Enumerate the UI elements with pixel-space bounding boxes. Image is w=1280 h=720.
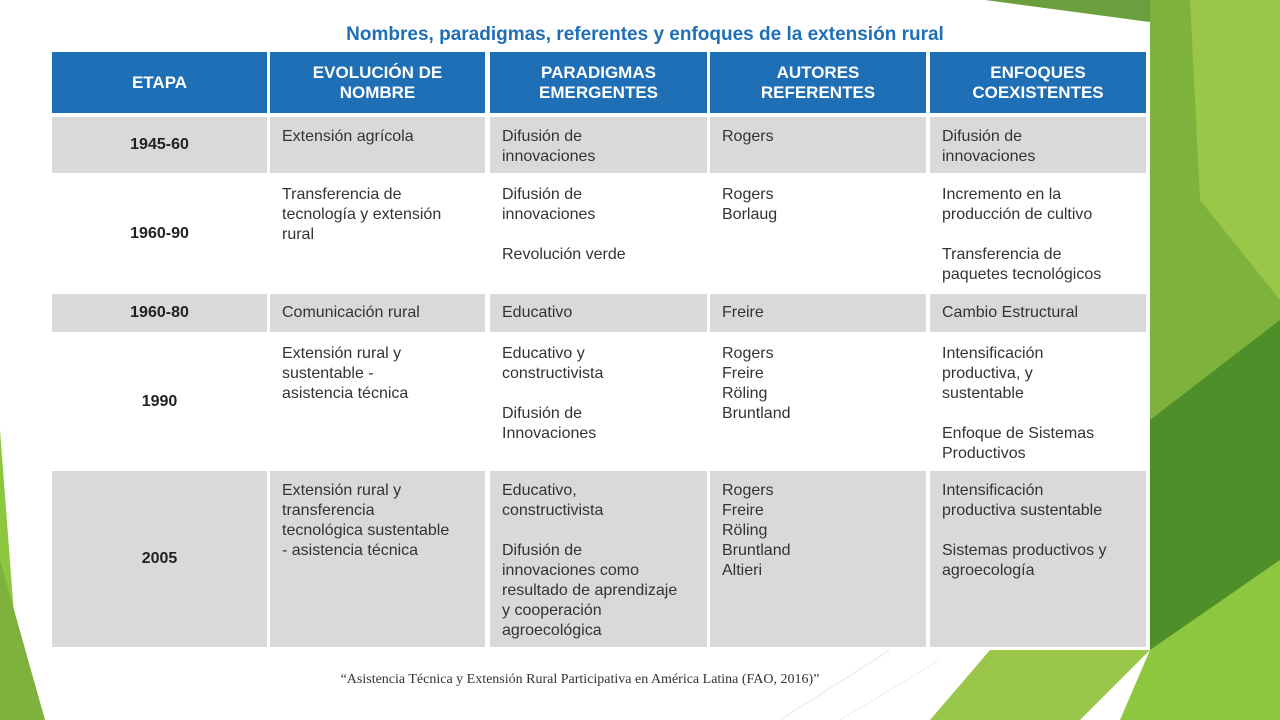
nombre-cell	[270, 117, 485, 173]
header-label	[972, 63, 1103, 103]
header-label	[761, 63, 875, 103]
autores-cell	[710, 334, 926, 469]
cell-line: producción de cultivo	[942, 206, 1093, 223]
source-caption: “Asistencia Técnica y Extensión Rural Participativa en América Latina (FAO, 2016)”	[340, 672, 820, 687]
header-cell	[490, 52, 707, 113]
cell-line: sustentable	[942, 385, 1024, 402]
autores-cell	[710, 471, 926, 647]
table-image	[47, 23, 1150, 650]
header-line: REFERENTES	[760, 82, 876, 102]
cell-line: Borlaug	[722, 206, 778, 223]
paradigmas-cell	[490, 294, 707, 332]
cell-line: Difusión de	[502, 186, 583, 203]
cell-line: Extensión rural y	[282, 482, 402, 499]
cell-line: Transferencia de	[282, 186, 402, 203]
cell-line: innovaciones	[942, 148, 1036, 165]
etapa-cell: 1960-90	[52, 175, 267, 292]
header-line: PARADIGMAS	[541, 62, 656, 82]
cell-line: Educativo,	[502, 482, 577, 499]
autores-cell	[710, 294, 926, 332]
cell-line: Transferencia de	[942, 246, 1062, 263]
header-line: COEXISTENTES	[972, 82, 1104, 102]
header-cell	[52, 52, 267, 113]
enfoques-cell	[930, 175, 1146, 292]
blank-line	[942, 404, 1134, 424]
cell-line: Rogers	[722, 186, 774, 203]
blank-line	[502, 521, 695, 541]
etapa-cell: 1960-80	[52, 294, 267, 332]
cell-line: Productivos	[942, 445, 1026, 462]
cell-line: constructivista	[502, 502, 604, 519]
header-cell	[710, 52, 926, 113]
cell-line: transferencia	[282, 502, 375, 519]
blank-line	[502, 384, 695, 404]
cell-line: Intensificación	[942, 482, 1044, 499]
blank-line	[942, 225, 1134, 245]
cell-line: agroecología	[942, 562, 1035, 579]
blank-line	[942, 521, 1134, 541]
cell-line: Rogers	[722, 128, 774, 145]
cell-line: Revolución verde	[502, 246, 626, 263]
header-line: EVOLUCIÓN DE	[312, 62, 443, 82]
cell-line: Difusión de	[502, 405, 583, 422]
cell-line: productiva sustentable	[942, 502, 1103, 519]
nombre-cell	[270, 334, 485, 469]
cell-line: resultado de aprendizaje	[502, 582, 678, 599]
header-line: NOMBRE	[339, 82, 416, 102]
etapa-cell: 1945-60	[52, 117, 267, 173]
cell-line: innovaciones como	[502, 562, 639, 579]
cell-line: Educativo y	[502, 345, 585, 362]
enfoques-cell	[930, 334, 1146, 469]
cell-line: y cooperación	[502, 602, 602, 619]
cell-line: paquetes tecnológicos	[942, 266, 1102, 283]
nombre-cell	[270, 471, 485, 647]
header-cell	[930, 52, 1146, 113]
cell-line: tecnología y extensión	[282, 206, 442, 223]
enfoques-cell	[930, 117, 1146, 173]
cell-line: Innovaciones	[502, 425, 597, 442]
header-line: EMERGENTES	[538, 82, 659, 102]
cell-line: Altieri	[722, 562, 763, 579]
paradigmas-cell	[490, 471, 707, 647]
cell-line: Rogers	[722, 482, 774, 499]
cell-line: Sistemas productivos y	[942, 542, 1107, 559]
cell-line: Freire	[722, 502, 764, 519]
cell-line: Extensión agrícola	[282, 128, 414, 145]
cell-line: asistencia técnica	[282, 385, 409, 402]
header-line: ENFOQUES	[990, 62, 1086, 82]
autores-cell	[710, 117, 926, 173]
cell-line: agroecológica	[502, 622, 602, 639]
autores-cell	[710, 175, 926, 292]
cell-line: innovaciones	[502, 148, 596, 165]
cell-line: rural	[282, 226, 315, 243]
header-label	[132, 73, 187, 93]
paradigmas-cell	[490, 334, 707, 469]
paradigmas-cell	[490, 117, 707, 173]
etapa-cell: 2005	[52, 471, 267, 647]
header-label	[539, 63, 658, 103]
cell-line: Difusión de	[502, 128, 583, 145]
nombre-cell	[270, 294, 485, 332]
nombre-cell	[270, 175, 485, 292]
cell-line: Bruntland	[722, 542, 791, 559]
cell-line: Extensión rural y	[282, 345, 402, 362]
cell-line: Cambio Estructural	[942, 304, 1079, 321]
cell-line: Difusión de	[942, 128, 1023, 145]
table-title: Nombres, paradigmas, referentes y enfoques de la extensión rural	[346, 24, 944, 45]
cell-line: Rogers	[722, 345, 774, 362]
etapa-cell: 1990	[52, 334, 267, 469]
header-line: AUTORES	[776, 62, 860, 82]
cell-line: tecnológica sustentable	[282, 522, 450, 539]
cell-line: - asistencia técnica	[282, 542, 419, 559]
enfoques-cell	[930, 294, 1146, 332]
cell-line: Educativo	[502, 304, 573, 321]
paradigmas-cell	[490, 175, 707, 292]
enfoques-cell	[930, 471, 1146, 647]
cell-line: innovaciones	[502, 206, 596, 223]
cell-line: Difusión de	[502, 542, 583, 559]
cell-line: Incremento en la	[942, 186, 1062, 203]
cell-line: Comunicación rural	[282, 304, 420, 321]
cell-line: Röling	[722, 522, 768, 539]
header-line: ETAPA	[131, 72, 188, 92]
blank-line	[502, 225, 695, 245]
cell-line: sustentable -	[282, 365, 374, 382]
cell-line: Intensificación	[942, 345, 1044, 362]
cell-line: Röling	[722, 385, 768, 402]
cell-line: Freire	[722, 304, 764, 321]
cell-line: Enfoque de Sistemas	[942, 425, 1095, 442]
cell-line: constructivista	[502, 365, 604, 382]
header-cell	[270, 52, 485, 113]
header-label	[313, 63, 442, 103]
cell-line: Freire	[722, 365, 764, 382]
cell-line: Bruntland	[722, 405, 791, 422]
cell-line: productiva, y	[942, 365, 1033, 382]
